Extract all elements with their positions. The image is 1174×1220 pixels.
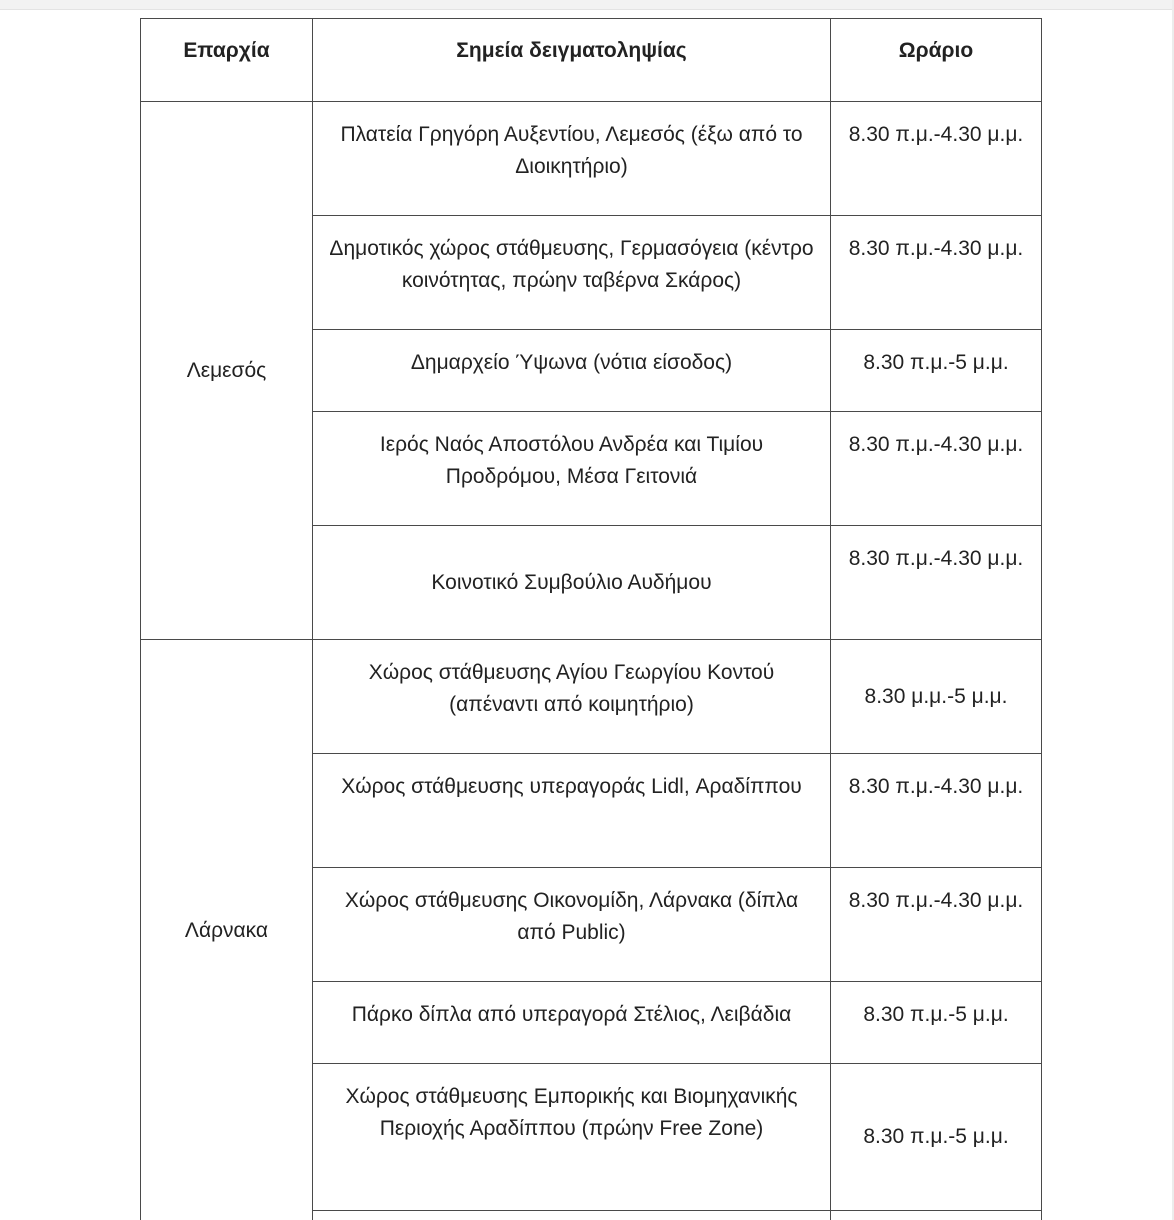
- location-cell: Κοινοτικό Συμβούλιο Αυδήμου: [313, 526, 831, 640]
- header-hours: Ωράριο: [831, 19, 1042, 102]
- sampling-points-table: [140, 18, 1042, 1220]
- location-cell: [313, 1211, 831, 1220]
- hours-cell: 8.30 π.μ.-4.30 μ.μ.: [831, 216, 1042, 330]
- location-cell: Δημοτικός χώρος στάθμευσης, Γερμασόγεια (κέντρο κοινότητας, πρώην ταβέρνα Σκάρος): [313, 216, 831, 330]
- location-cell: Πάρκο δίπλα από υπεραγορά Στέλιος, Λειβάδια: [313, 982, 831, 1064]
- hours-cell: 8.30 π.μ.-5 μ.μ.: [831, 1064, 1042, 1211]
- hours-cell: 8.30 π.μ.-5 μ.μ.: [831, 330, 1042, 412]
- hours-cell: 8.30 π.μ.-4.30 μ.μ.: [831, 102, 1042, 216]
- location-cell: Χώρος στάθμευσης Οικονομίδη, Λάρνακα (δίπλα από Public): [313, 868, 831, 982]
- table-header-row: [141, 19, 1042, 102]
- table-row: [141, 640, 1042, 754]
- location-cell: Χώρος στάθμευσης υπεραγοράς Lidl, Αραδίππου: [313, 754, 831, 868]
- hours-cell: 8.30 μ.μ.-5 μ.μ.: [831, 640, 1042, 754]
- hours-cell: 8.30 π.μ.-4.30 μ.μ.: [831, 526, 1042, 640]
- table-row: [141, 102, 1042, 216]
- hours-cell: 8.30 π.μ.-4.30 μ.μ.: [831, 868, 1042, 982]
- location-cell: Χώρος στάθμευσης Εμπορικής και Βιομηχανικής Περιοχής Αραδίππου (πρώην Free Zone): [313, 1064, 831, 1211]
- hours-cell: [831, 1211, 1042, 1220]
- region-cell-limassol: Λεμεσός: [141, 102, 313, 640]
- header-region: Επαρχία: [141, 19, 313, 102]
- location-cell: Χώρος στάθμευσης Αγίου Γεωργίου Κοντού (απέναντι από κοιμητήριο): [313, 640, 831, 754]
- top-divider: [0, 0, 1174, 10]
- hours-cell: 8.30 π.μ.-5 μ.μ.: [831, 982, 1042, 1064]
- region-cell-larnaca: Λάρνακα: [141, 640, 313, 1220]
- hours-cell: 8.30 π.μ.-4.30 μ.μ.: [831, 412, 1042, 526]
- location-cell: Πλατεία Γρηγόρη Αυξεντίου, Λεμεσός (έξω από το Διοικητήριο): [313, 102, 831, 216]
- location-cell: Ιερός Ναός Αποστόλου Ανδρέα και Τιμίου Προδρόμου, Μέσα Γειτονιά: [313, 412, 831, 526]
- hours-cell: 8.30 π.μ.-4.30 μ.μ.: [831, 754, 1042, 868]
- location-cell: Δημαρχείο Ύψωνα (νότια είσοδος): [313, 330, 831, 412]
- header-sampling-points: Σημεία δειγματοληψίας: [313, 19, 831, 102]
